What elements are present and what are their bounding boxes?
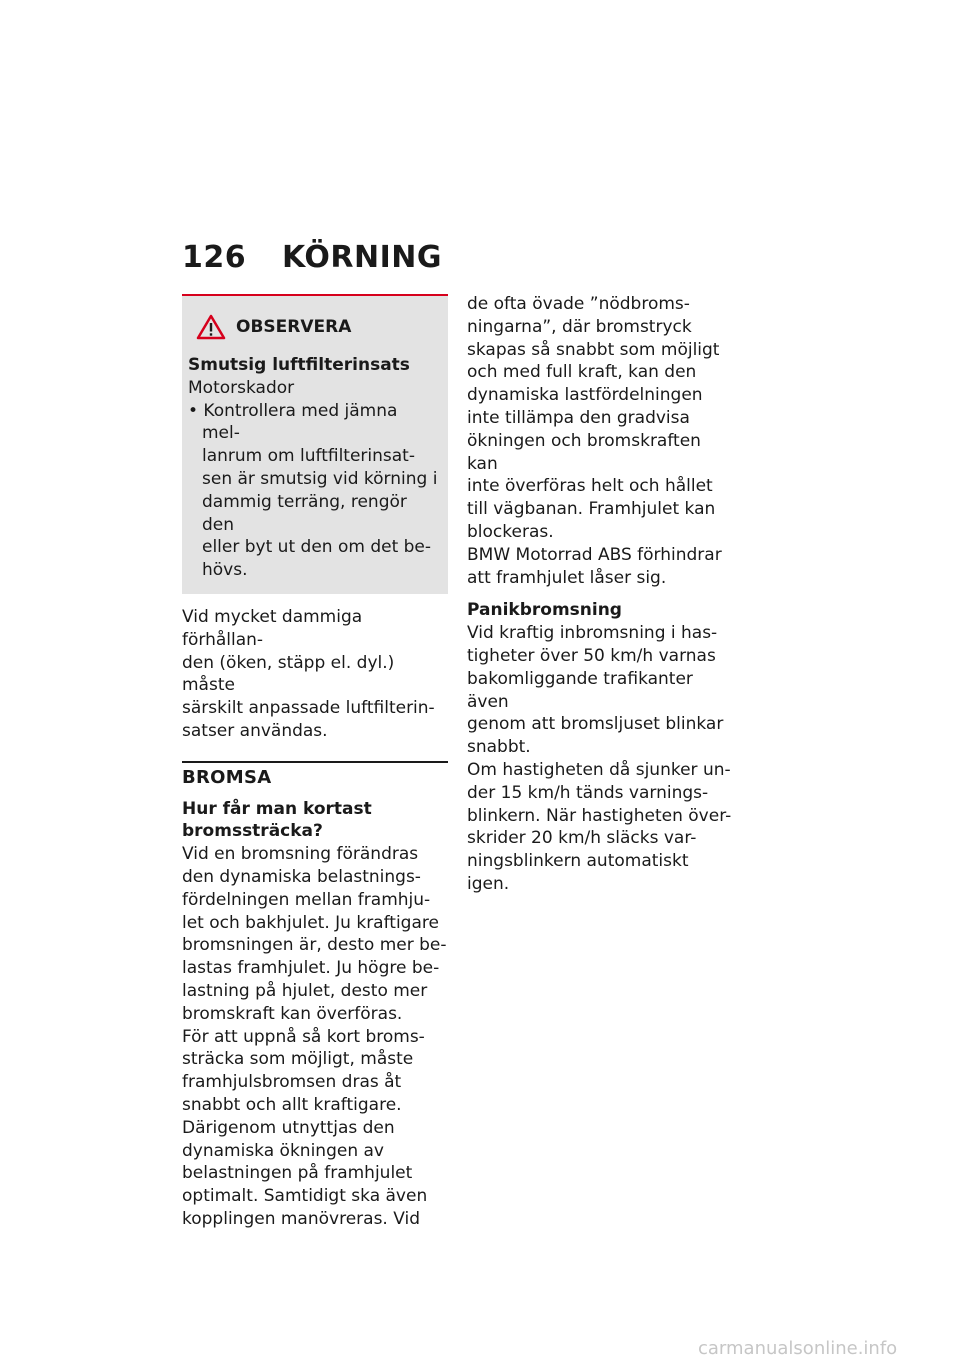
paragraph-panic xyxy=(467,622,733,759)
text-line: sen är smutsig vid körning i xyxy=(202,468,438,489)
paragraph-dust xyxy=(182,606,448,743)
notice-heading: Smutsig luftfilterinsats xyxy=(188,355,410,375)
paragraph-continued xyxy=(467,293,733,544)
text-line: snabbt och allt kraftigare. xyxy=(182,1094,402,1115)
left-column xyxy=(182,294,448,1231)
page-number: 126 xyxy=(182,240,247,275)
text-line: Vid mycket dammiga förhållan- xyxy=(182,606,363,650)
text-line: ningsblinkern automatiskt igen. xyxy=(467,851,689,894)
text-line: ningarna”, där bromstryck xyxy=(467,316,692,337)
watermark: carmanualsonline.info xyxy=(698,1338,898,1359)
warning-triangle-icon xyxy=(196,314,226,340)
text-line: lastning på hjulet, desto mer xyxy=(182,980,428,1001)
text-line: lanrum om luftfilterinsat- xyxy=(202,446,415,467)
text-line: den dynamiska belastnings- xyxy=(182,866,421,887)
text-line: let och bakhjulet. Ju kraftigare xyxy=(182,912,439,933)
text-line: blockeras. xyxy=(467,521,554,542)
text-line: Vid kraftig inbromsning i has- xyxy=(467,623,718,644)
notice-box xyxy=(182,294,448,594)
text-line: blinkern. När hastigheten över- xyxy=(467,805,732,826)
text-line: hövs. xyxy=(202,560,248,581)
page-header xyxy=(182,240,442,275)
panic-heading: Panikbromsning xyxy=(467,600,622,621)
text-line: Hur får man kortast xyxy=(182,798,372,819)
text-line: kopplingen manövreras. Vid xyxy=(182,1208,420,1229)
text-line: Därigenom utnyttjas den xyxy=(182,1117,395,1138)
notice-title xyxy=(188,314,440,340)
notice-consequence: Motorskador xyxy=(188,377,295,398)
paragraph-warning xyxy=(467,759,733,896)
paragraph-abs xyxy=(467,544,733,590)
notice-label: OBSERVERA xyxy=(236,316,352,337)
text-line: skrider 20 km/h släcks var- xyxy=(467,828,697,849)
text-line: optimalt. Samtidigt ska även xyxy=(182,1186,428,1207)
text-line: framhjulsbromsen dras åt xyxy=(182,1072,402,1093)
text-line: bromskraft kan överföras. xyxy=(182,1003,403,1024)
text-line: snabbt. xyxy=(467,737,531,758)
text-line: bakomliggande trafikanter även xyxy=(467,668,693,712)
text-line: att framhjulet låser sig. xyxy=(467,567,667,588)
notice-bullet xyxy=(188,400,440,582)
text-line: Om hastigheten då sjunker un- xyxy=(467,759,731,780)
text-line: der 15 km/h tänds varnings- xyxy=(467,782,709,803)
text-line: belastningen på framhjulet xyxy=(182,1163,413,1184)
text-line: dynamiska ökningen av xyxy=(182,1140,384,1161)
text-line: sträcka som möjligt, måste xyxy=(182,1049,414,1070)
text-line: skapas så snabbt som möjligt xyxy=(467,339,720,360)
text-line: särskilt anpassade luftfilterin- xyxy=(182,698,435,719)
text-line: • Kontrollera med jämna mel- xyxy=(188,400,398,444)
text-line: inte överföras helt och hållet xyxy=(467,476,713,497)
text-line: genom att bromsljuset blinkar xyxy=(467,714,724,735)
text-line: och med full kraft, kan den xyxy=(467,362,697,383)
paragraph-short-distance xyxy=(182,1026,448,1231)
text-line: BMW Motorrad ABS förhindrar xyxy=(467,544,722,565)
text-line: bromssträcka? xyxy=(182,821,323,842)
text-line: inte tillämpa den gradvisa xyxy=(467,407,690,428)
section-divider xyxy=(182,761,448,790)
text-line: dynamiska lastfördelningen xyxy=(467,385,703,406)
text-line: eller byt ut den om det be- xyxy=(202,537,432,558)
text-line: de ofta övade ”nödbroms- xyxy=(467,294,690,314)
section-title: BROMSA xyxy=(182,766,272,788)
text-line: ökningen och bromskraften kan xyxy=(467,430,701,474)
right-column xyxy=(467,293,733,896)
chapter-title: KÖRNING xyxy=(282,240,443,275)
text-line: den (öken, stäpp el. dyl.) måste xyxy=(182,652,395,696)
subheading xyxy=(182,798,448,844)
text-line: tigheter över 50 km/h varnas xyxy=(467,645,716,666)
text-line: satser användas. xyxy=(182,720,328,741)
text-line: fördelningen mellan framhju- xyxy=(182,889,431,910)
text-line: För att uppnå så kort broms- xyxy=(182,1026,425,1047)
paragraph-brake xyxy=(182,843,448,1025)
text-line: dammig terräng, rengör den xyxy=(202,491,407,535)
text-line: lastas framhjulet. Ju högre be- xyxy=(182,958,440,979)
text-line: till vägbanan. Framhjulet kan xyxy=(467,499,716,520)
text-line: Vid en bromsning förändras xyxy=(182,844,419,865)
text-line: bromsningen är, desto mer be- xyxy=(182,935,447,956)
